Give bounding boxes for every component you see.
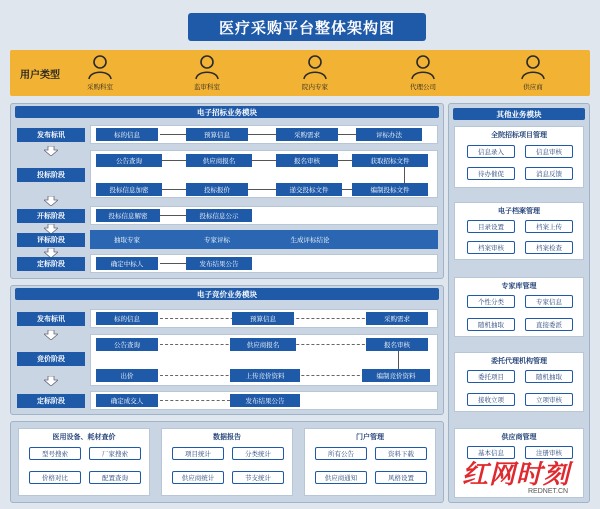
bid-item-register-review: 报名审核 <box>276 154 338 167</box>
auc-item-result-notice: 发布结果公告 <box>230 394 300 407</box>
user-label: 监审科室 <box>194 83 220 91</box>
auc-item-offer: 出价 <box>96 369 158 382</box>
stage-award: 定标阶段 <box>17 257 85 271</box>
bid-item-draw-experts: 抽取专家 <box>96 233 158 246</box>
btn-manufacturer-search[interactable]: 厂家搜索 <box>89 447 141 460</box>
bid-item-budget-info: 预算信息 <box>186 128 248 141</box>
bid-item-target-info: 标的信息 <box>96 128 158 141</box>
user-icon <box>410 54 436 80</box>
group-archive-management <box>454 202 584 260</box>
btn-basic-info[interactable]: 基本信息 <box>467 446 515 459</box>
auction-stage-bidding: 竞价阶段 <box>17 352 85 366</box>
btn-style-setting[interactable]: 风格设置 <box>375 471 427 484</box>
user-types-banner <box>10 50 590 96</box>
group-portal-management <box>304 428 436 496</box>
group-expert-pool <box>454 277 584 337</box>
arrow-down-icon <box>44 376 58 386</box>
auc-item-upload: 上传竞价资料 <box>230 369 300 382</box>
auc-item-compile: 编制竞价资料 <box>362 369 430 382</box>
bid-item-evaluation-method: 评标办法 <box>356 128 422 141</box>
btn-agency-random-draw[interactable]: 随机抽取 <box>525 370 573 383</box>
btn-config-query[interactable]: 配置查询 <box>89 471 141 484</box>
bid-item-submit-docs: 递交投标文件 <box>276 183 342 196</box>
btn-project-stats[interactable]: 项目统计 <box>172 447 224 460</box>
user-agency <box>388 54 458 91</box>
group-title: 专家库管理 <box>501 282 537 290</box>
user-label: 院内专家 <box>302 83 328 91</box>
user-supplier <box>498 54 568 91</box>
btn-entrusted-project[interactable]: 委托项目 <box>467 370 515 383</box>
bid-item-encrypt: 投标信息加密 <box>96 183 162 196</box>
stage-opening: 开标阶段 <box>17 209 85 223</box>
bid-item-procurement-needs: 采购需求 <box>276 128 338 141</box>
arrow-down-icon <box>44 330 58 340</box>
group-title: 数据报告 <box>213 433 241 441</box>
group-price-inquiry <box>18 428 150 496</box>
page-title: 医疗采购平台整体架构图 <box>188 13 426 41</box>
user-types-label: 用户类型 <box>20 70 60 81</box>
btn-archive-upload[interactable]: 档案上传 <box>525 220 573 233</box>
btn-archive-check[interactable]: 档案检查 <box>525 241 573 254</box>
btn-random-draw[interactable]: 随机抽取 <box>467 318 515 331</box>
arrow-down-icon <box>44 146 58 156</box>
btn-all-notices[interactable]: 所有公告 <box>315 447 367 460</box>
group-title: 供应商管理 <box>501 433 537 441</box>
watermark-text: 红网时刻 <box>462 460 571 490</box>
user-supervision-dept <box>172 54 242 91</box>
group-title: 医用设备、耗材查价 <box>52 433 116 441</box>
rednet-watermark <box>458 454 588 504</box>
user-icon <box>302 54 328 80</box>
watermark-subtext: REDNET.CN <box>528 488 569 495</box>
auc-item-supplier-register: 供应商报名 <box>230 338 296 351</box>
user-icon <box>520 54 546 80</box>
btn-receive-project[interactable]: 接收立项 <box>467 393 515 406</box>
group-project-management <box>454 126 584 188</box>
btn-price-compare[interactable]: 价格对比 <box>29 471 81 484</box>
bid-item-publicize: 投标信息公示 <box>186 209 252 222</box>
auc-item-register-review: 报名审核 <box>366 338 428 351</box>
group-title: 委托代理机构管理 <box>491 357 547 365</box>
user-label: 采购科室 <box>87 83 113 91</box>
group-title: 全院招标项目管理 <box>491 131 547 139</box>
auc-item-target-info: 标的信息 <box>96 312 158 325</box>
btn-category-stats[interactable]: 分类统计 <box>232 447 284 460</box>
user-label: 代理公司 <box>410 83 436 91</box>
user-expert <box>280 54 350 91</box>
flow-line-vertical <box>404 166 405 183</box>
auc-item-budget-info: 预算信息 <box>232 312 294 325</box>
btn-custom-category[interactable]: 个性分类 <box>467 295 515 308</box>
btn-savings-stats[interactable]: 节支统计 <box>232 471 284 484</box>
btn-info-entry[interactable]: 信息录入 <box>467 145 515 158</box>
stage-bidding: 投标阶段 <box>17 168 85 182</box>
btn-project-review[interactable]: 立项审核 <box>525 393 573 406</box>
btn-todo-reminder[interactable]: 待办催促 <box>467 167 515 180</box>
btn-catalog-setting[interactable]: 目录设置 <box>467 220 515 233</box>
auc-item-notice-query: 公告查询 <box>96 338 158 351</box>
btn-downloads[interactable]: 资料下载 <box>375 447 427 460</box>
bidding-module-title: 电子招标业务模块 <box>15 106 439 118</box>
group-data-report <box>161 428 293 496</box>
stage-publish: 发布标讯 <box>17 128 85 142</box>
btn-expert-info[interactable]: 专家信息 <box>525 295 573 308</box>
btn-supplier-notify[interactable]: 供应商通知 <box>315 471 367 484</box>
bid-item-notice-query: 公告查询 <box>96 154 162 167</box>
user-procurement-dept <box>65 54 135 91</box>
arrow-down-icon <box>44 196 58 206</box>
bid-item-get-docs: 获取招标文件 <box>352 154 428 167</box>
flow-line-dashed <box>160 400 230 401</box>
auction-stage-award: 定标阶段 <box>17 394 85 408</box>
flow-line-vertical <box>398 350 399 369</box>
auction-stage-publish: 发布标讯 <box>17 312 85 326</box>
btn-archive-review[interactable]: 档案审核 <box>467 241 515 254</box>
btn-direct-assign[interactable]: 直接委派 <box>525 318 573 331</box>
bid-item-supplier-register: 供应商报名 <box>186 154 252 167</box>
auc-item-deal-winner: 确定成交人 <box>96 394 158 407</box>
bid-item-result-notice: 发布结果公告 <box>186 257 252 270</box>
group-title: 门户管理 <box>356 433 384 441</box>
other-modules-title: 其他业务模块 <box>453 108 585 120</box>
auc-item-procurement-needs: 采购需求 <box>366 312 428 325</box>
bid-item-decrypt: 投标信息解密 <box>96 209 160 222</box>
btn-register-review[interactable]: 注册审核 <box>525 446 573 459</box>
bid-item-conclusion: 生成评标结论 <box>272 233 348 246</box>
stage-evaluation: 评标阶段 <box>17 233 85 247</box>
btn-supplier-stats[interactable]: 供应商统计 <box>172 471 224 484</box>
bid-item-winner: 确定中标人 <box>96 257 158 270</box>
user-icon <box>194 54 220 80</box>
bid-item-compile-docs: 编制投标文件 <box>352 183 428 196</box>
group-agency-management <box>454 352 584 412</box>
btn-model-search[interactable]: 型号搜索 <box>29 447 81 460</box>
user-icon <box>87 54 113 80</box>
btn-message-feedback[interactable]: 消息反馈 <box>525 167 573 180</box>
auction-module-title: 电子竞价业务模块 <box>15 288 439 300</box>
btn-info-review[interactable]: 信息审核 <box>525 145 573 158</box>
group-title: 电子档案管理 <box>498 207 540 215</box>
bid-item-quote: 投标报价 <box>186 183 248 196</box>
user-label: 供应商 <box>523 83 543 91</box>
bid-item-expert-review: 专家评标 <box>186 233 248 246</box>
